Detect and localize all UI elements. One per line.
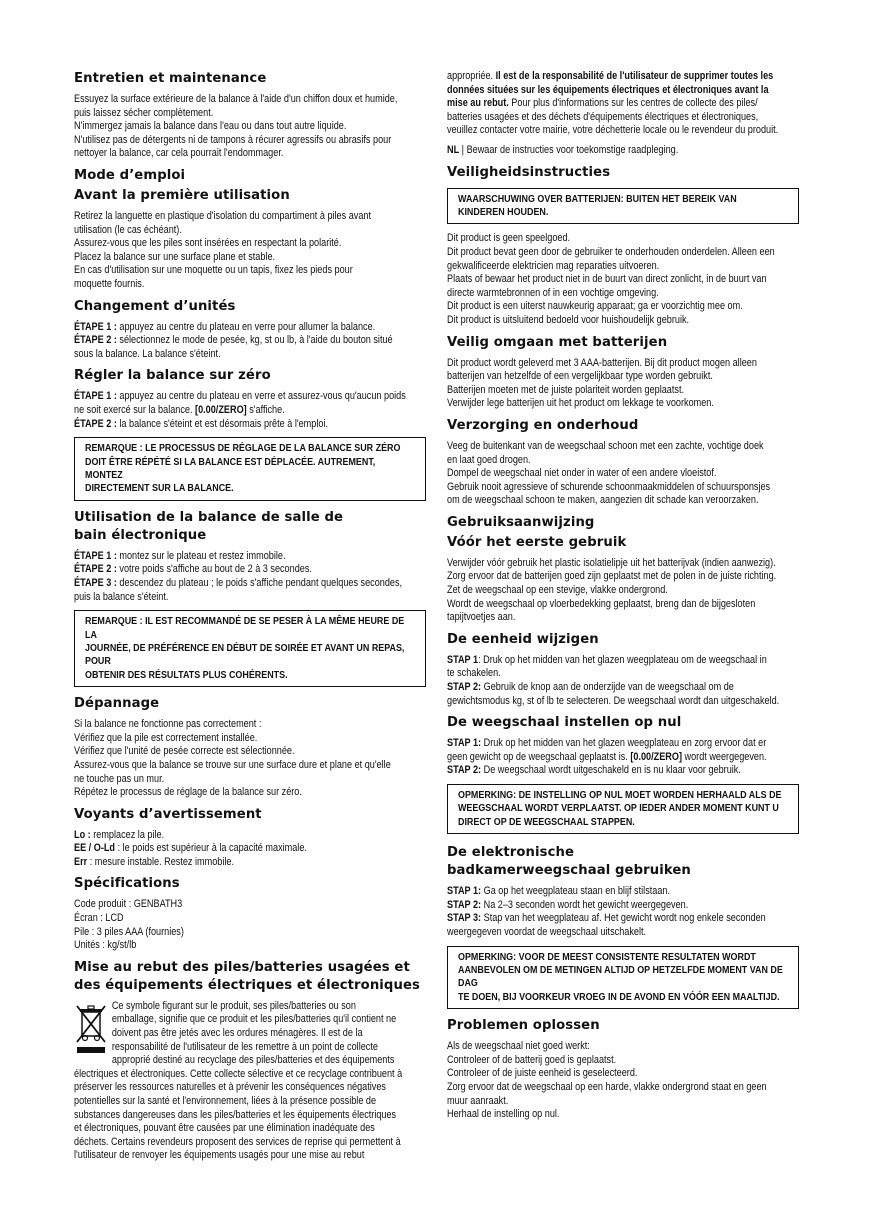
- section-title-veilig: Veiligheidsinstructies: [447, 164, 611, 180]
- text-line: Zet de weegschaal op een stevige, vlakke ondergrond.: [447, 584, 668, 597]
- weee-block: [74, 1000, 426, 1068]
- text-line: Zorg ervoor dat de batterijen goed zijn geplaatst met de polen in de juiste richting.: [447, 570, 777, 583]
- step-text: Na 2–3 seconden wordt het gewicht weergegeven.: [481, 898, 689, 911]
- zero-code: [0.00/ZERO]: [195, 403, 247, 416]
- nl-intro: [447, 144, 798, 158]
- section-title-mode: Mode d’emploi: [74, 167, 186, 183]
- warning-line: WAARSCHUWING OVER BATTERIJEN: BUITEN HET BEREIK VAN: [458, 193, 737, 205]
- zero-code: [0.00/ZERO]: [630, 750, 682, 763]
- depannage-text: [74, 718, 425, 800]
- text-line: gekwalificeerde elektricien mag reparaties uitvoeren.: [447, 259, 660, 272]
- text-line: weergegeven voordat de weegschaal uitschakelt.: [447, 926, 647, 938]
- step-label: STAP 2:: [447, 681, 482, 694]
- specs-text: [74, 898, 425, 952]
- text-line: doivent pas être jetés avec les ordures ménagères. Il est de la: [111, 1027, 363, 1040]
- bold-span: données situées sur les équipements électriques et électroniques avant la: [447, 83, 769, 96]
- step-text: Druk op het midden van het glazen weegplateau en zorg ervoor dat er: [481, 737, 767, 750]
- language-code: NL: [447, 143, 460, 156]
- utilisation-text: [74, 550, 425, 604]
- warning-line: KINDEREN HOUDEN.: [458, 206, 549, 218]
- eerste-text: [447, 557, 798, 625]
- text-line: Essuyez la surface extérieure de la balance à l'aide d'un chiffon doux et humide,: [74, 93, 398, 105]
- french-column: [74, 70, 426, 1169]
- text-line: Placez la balance sur une surface plane et stable.: [74, 250, 276, 263]
- bold-span: mise au rebut.: [447, 97, 509, 110]
- note-box-utilisation: [74, 610, 426, 687]
- text-line: tapijtvoetjes aan.: [447, 611, 516, 624]
- step-label: ÉTAPE 2 :: [74, 563, 117, 576]
- step-label: ÉTAPE 2 :: [74, 334, 117, 347]
- section-title-weee: [74, 959, 426, 995]
- text-line: muur aanraakt.: [447, 1094, 509, 1107]
- spec-line: Écran : LCD: [74, 912, 124, 925]
- section-title-elektronisch: [447, 844, 799, 880]
- note-line: OPMERKING: DE INSTELLING OP NUL MOET WORDEN HERHAALD ALS DE: [458, 790, 782, 801]
- text-line: emballage, signifie que ce produit et les piles/batteries qu'il contient ne: [111, 1013, 397, 1026]
- note-line: REMARQUE : LE PROCESSUS DE RÉGLAGE DE LA BALANCE SUR ZÉRO: [85, 443, 401, 455]
- text-line: Vérifiez que la pile est correctement installée.: [74, 731, 258, 744]
- step-text: sélectionnez le mode de pesée, kg, st ou lb, à l'aide du bouton situé: [116, 334, 393, 347]
- text-line: Dit product is een uiterst nauwkeurig apparaat; ga er voorzichtig mee om.: [447, 300, 743, 313]
- step-label: STAP 1:: [447, 737, 482, 750]
- title-line: des équipements électriques et électroniques: [74, 977, 420, 993]
- elektronisch-text: [447, 885, 798, 939]
- step-label: ÉTAPE 1 :: [74, 549, 117, 562]
- step-label: STAP 2:: [447, 764, 482, 777]
- spec-line: Unités : kg/st/lb: [74, 939, 137, 952]
- note-line: JOURNÉE, DE PRÉFÉRENCE EN DÉBUT DE SOIRÉE ET AVANT UN REPAS, POUR: [85, 642, 405, 668]
- text-line: responsabilité de l'utilisateur de les remettre à un point de collecte: [111, 1040, 378, 1053]
- step-text: s'affiche.: [246, 403, 285, 416]
- text-line: gewichtsmodus kg, st of lb te selecteren. De weegschaal wordt dan uitgeschakeld.: [447, 694, 780, 707]
- text-line: sous la balance. La balance s'éteint.: [74, 347, 221, 360]
- voyants-text: [74, 829, 425, 870]
- text-line: Controleer of de batterij goed is geplaatst.: [447, 1053, 617, 1066]
- warning-box: [447, 188, 799, 225]
- step-text: descendez du plateau ; le poids s'affiche pendant quelques secondes,: [116, 576, 403, 589]
- text-line: Herhaal de instelling op nul.: [447, 1108, 560, 1121]
- section-title-eerste: Vóór het eerste gebruik: [447, 534, 627, 550]
- indicator-label: Lo :: [74, 828, 91, 841]
- step-text: wordt weergegeven.: [681, 750, 767, 763]
- text-line: Dit product wordt geleverd met 3 AAA-batterijen. Bij dit product mogen alleen: [447, 356, 757, 369]
- step-text: Ga op het weegplateau staan en blijf stilstaan.: [481, 885, 671, 898]
- text-line: Als de weegschaal niet goed werkt:: [447, 1040, 590, 1053]
- note-line: DIRECT OP DE WEEGSCHAAL STAPPEN.: [458, 816, 635, 828]
- section-title-premiere: Avant la première utilisation: [74, 187, 290, 203]
- note-box-zero: [74, 437, 426, 501]
- text-line: Veeg de buitenkant van de weegschaal schoon met een zachte, vochtige doek: [447, 439, 764, 452]
- section-title-voyants: Voyants d’avertissement: [74, 806, 262, 822]
- title-line: bain électronique: [74, 527, 207, 543]
- step-text: : Druk op het midden van het glazen weegplateau om de weegschaal in: [478, 653, 767, 666]
- title-line: badkamerweegschaal gebruiken: [447, 863, 691, 879]
- note-line: DIRECTEMENT SUR LA BALANCE.: [85, 483, 234, 495]
- premiere-text: [74, 210, 425, 292]
- problemen-text: [447, 1040, 798, 1122]
- bold-span: Il est de la responsabilité de l'utilisateur de supprimer toutes les: [495, 70, 774, 82]
- text-line: Gebruik nooit agressieve of schurende schoonmaakmiddelen of schuursponsjes: [447, 480, 771, 493]
- text-line: Si la balance ne fonctionne pas correctement :: [74, 718, 262, 731]
- note-line: TE DOEN, BIJ VOORKEUR VROEG IN DE AVOND EN VÓÓR EEN MAALTIJD.: [458, 991, 780, 1003]
- text-line: veuillez contacter votre mairie, votre déchetterie locale ou le revendeur du produit.: [447, 124, 779, 137]
- text-line: N'utilisez pas de détergents ni de tampons à récurer agressifs ou abrasifs pour: [74, 133, 392, 146]
- title-line: Mise au rebut des piles/batteries usagées et: [74, 959, 410, 975]
- text-line: Dit product is geen speelgoed.: [447, 232, 571, 245]
- note-box-elektronisch: [447, 946, 799, 1010]
- step-label: STAP 2:: [447, 898, 482, 911]
- note-line: WEEGSCHAAL WORDT VERPLAATST. OP IEDER ANDER MOMENT KUNT U: [458, 803, 779, 815]
- dutch-column: [447, 70, 799, 1128]
- section-title-eenheid: De eenheid wijzigen: [447, 631, 599, 647]
- section-title-entretien: Entretien et maintenance: [74, 71, 267, 86]
- indicator-label: Err: [74, 855, 88, 868]
- text-line: potentielles sur la santé et l'environnement, liées à la présence possible de: [74, 1095, 377, 1107]
- note-line: OBTENIR DES RÉSULTATS PLUS COHÉRENTS.: [85, 669, 288, 681]
- indicator-label: EE / O-Ld: [74, 842, 115, 855]
- unites-text: [74, 321, 425, 362]
- text-line: Batterijen moeten met de juiste polariteit worden geplaatst.: [447, 383, 685, 396]
- text-line: Verwijder lege batterijen uit het product om lekkage te voorkomen.: [447, 397, 714, 410]
- text-line: électriques et électroniques. Cette collecte sélective et ce recyclage contribuent à: [74, 1067, 403, 1080]
- section-title-unites: Changement d’unités: [74, 298, 236, 314]
- step-text: Stap van het weegplateau af. Het gewicht wordt nog enkele seconden: [481, 912, 766, 925]
- step-label: ÉTAPE 3 :: [74, 576, 117, 589]
- text-line: moquette fournis.: [74, 277, 145, 290]
- text-line: Assurez-vous que les piles sont insérées en respectant la polarité.: [74, 237, 342, 250]
- weee-indent-text: [74, 1000, 425, 1068]
- indicator-text: : mesure instable. Restez immobile.: [87, 855, 235, 868]
- step-label: ÉTAPE 1 :: [74, 390, 117, 403]
- spec-line: Pile : 3 piles AAA (fournies): [74, 925, 184, 938]
- nul-text: [447, 737, 798, 778]
- note-line: DOIT ÊTRE RÉPÉTÉ SI LA BALANCE EST DÉPLACÉE. AUTREMENT, MONTEZ: [85, 456, 376, 481]
- section-title-verzorging: Verzorging en onderhoud: [447, 417, 639, 433]
- text-line: nettoyer la balance, car cela pourrait l'endommager.: [74, 147, 284, 160]
- section-title-problemen: Problemen oplossen: [447, 1018, 600, 1034]
- text-span: appropriée.: [447, 70, 496, 82]
- text-line: Vérifiez que l'unité de pesée correcte est sélectionnée.: [74, 745, 295, 758]
- step-text: la balance s'éteint et est désormais prête à l'emploi.: [116, 417, 328, 430]
- text-line: Zorg ervoor dat de weegschaal op een harde, vlakke ondergrond staat en geen: [447, 1081, 767, 1093]
- step-label: STAP 3:: [447, 912, 482, 925]
- title-line: Utilisation de la balance de salle de: [74, 509, 344, 525]
- section-title-depannage: Dépannage: [74, 696, 160, 712]
- note-line: OPMERKING: VOOR DE MEEST CONSISTENTE RESULTATEN WORDT: [458, 951, 756, 963]
- text-line: en laat goed drogen.: [447, 453, 531, 466]
- text-line: et électroniques, pouvant être causées par une élimination inadéquate des: [74, 1122, 375, 1135]
- text-line: Répétez le processus de réglage de la balance sur zéro.: [74, 786, 302, 799]
- section-title-utilisation: [74, 509, 426, 545]
- step-label: STAP 1: [447, 653, 479, 666]
- text-line: l'utilisateur de renvoyer les équipements usagés pour une mise au rebut: [74, 1149, 365, 1162]
- text-line: te schakelen.: [447, 667, 501, 680]
- step-label: ÉTAPE 2 :: [74, 417, 117, 430]
- step-text: montez sur le plateau et restez immobile.: [116, 549, 286, 562]
- step-text: Gebruik de knop aan de onderzijde van de weegschaal om de: [481, 681, 734, 694]
- section-title-zero: Régler la balance sur zéro: [74, 368, 271, 384]
- note-line: REMARQUE : IL EST RECOMMANDÉ DE SE PESER À LA MÊME HEURE DE LA: [85, 616, 405, 641]
- veilig-text: [447, 232, 798, 327]
- text-line: approprié destiné au recyclage des piles/batteries et des équipements: [111, 1054, 395, 1067]
- note-box-nul: [447, 784, 799, 834]
- text-line: déchets. Certains revendeurs proposent des services de reprise qui permettent à: [74, 1135, 401, 1148]
- text-line: ne touche pas un mur.: [74, 772, 165, 785]
- batterijen-text: [447, 357, 798, 411]
- text-line: En cas d'utilisation sur une moquette ou un tapis, fixez les pieds pour: [74, 264, 353, 277]
- weee-text: [74, 1068, 425, 1163]
- text-line: puis la balance s'éteint.: [74, 590, 169, 603]
- section-title-specs: Spécifications: [74, 876, 180, 892]
- text-line: Dompel de weegschaal niet onder in water of een andere vloeistof.: [447, 467, 717, 480]
- eenheid-text: [447, 654, 798, 708]
- step-text: appuyez au centre du plateau en verre et assurez-vous qu'aucun poids: [116, 390, 406, 403]
- step-text: geen gewicht op de weegschaal geplaatst is.: [447, 750, 631, 763]
- text-line: Dit product is uitsluitend bedoeld voor huishoudelijk gebruik.: [447, 313, 690, 326]
- text-line: Ce symbole figurant sur le produit, ses piles/batteries ou son: [111, 999, 356, 1012]
- text-line: Controleer of de juiste eenheid is geselecteerd.: [447, 1067, 638, 1080]
- section-title-nul: De weegschaal instellen op nul: [447, 715, 682, 731]
- indicator-text: remplacez la pile.: [90, 828, 165, 841]
- intro-text: | Bewaar de instructies voor toekomstige raadpleging.: [459, 143, 679, 156]
- section-title-batterijen: Veilig omgaan met batterijen: [447, 334, 668, 350]
- text-line: puis laissez sécher complètement.: [74, 106, 214, 119]
- text-line: Verwijder vóór gebruik het plastic isolatielipje uit het batterijvak (indien aanwezig).: [447, 556, 776, 569]
- text-line: utilisation (le cas échéant).: [74, 223, 182, 236]
- text-line: directe warmtebronnen of in een vochtige omgeving.: [447, 286, 659, 299]
- weee-continuation: [447, 70, 798, 138]
- step-text: ne soit exercé sur la balance.: [74, 403, 196, 416]
- step-text: De weegschaal wordt uitgeschakeld en is nu klaar voor gebruik.: [481, 764, 741, 777]
- text-line: Dit product bevat geen door de gebruiker te onderhouden onderdelen. Alleen een: [447, 245, 775, 258]
- text-line: batteries usagées et des déchets d'équipements électriques et électroniques,: [447, 110, 759, 123]
- text-span: Pour plus d'informations sur les centres de collecte des piles/: [508, 97, 758, 110]
- spec-line: Code produit : GENBATH3: [74, 898, 183, 911]
- text-line: substances dangereuses dans les piles/batteries et les équipements électriques: [74, 1108, 397, 1121]
- verzorging-text: [447, 440, 798, 508]
- text-line: Wordt de weegschaal op vloerbedekking geplaatst, breng dan de bijgesloten: [447, 597, 756, 610]
- indicator-text: : le poids est supérieur à la capacité maximale.: [114, 842, 307, 855]
- text-line: préserver les ressources naturelles et à prévenir les conséquences négatives: [74, 1081, 386, 1094]
- title-line: De elektronische: [447, 845, 575, 861]
- zero-text: [74, 390, 425, 431]
- step-label: ÉTAPE 1 :: [74, 320, 117, 333]
- text-line: batterijen van hetzelfde of een vergelijkbaar type worden gebruikt.: [447, 370, 713, 383]
- note-line: AANBEVOLEN OM DE METINGEN ALTIJD OP HETZELFDE MOMENT VAN DE DAG: [458, 965, 783, 990]
- text-line: Plaats of bewaar het product niet in de buurt van direct zonlicht, in de buurt van: [447, 273, 767, 286]
- text-line: Assurez-vous que la balance se trouve sur une surface dure et plane et qu'elle: [74, 758, 391, 771]
- step-label: STAP 1:: [447, 885, 482, 898]
- text-line: Retirez la languette en plastique d'isolation du compartiment à piles avant: [74, 209, 372, 222]
- text-line: om de weegschaal schoon te maken, aangezien dit schade kan veroorzaken.: [447, 494, 759, 507]
- entretien-text: [74, 93, 425, 161]
- step-text: appuyez au centre du plateau en verre pour allumer la balance.: [116, 320, 376, 333]
- section-title-gebruik: Gebruiksaanwijzing: [447, 514, 595, 530]
- text-line: N'immergez jamais la balance dans l'eau ou dans tout autre liquide.: [74, 120, 347, 133]
- step-text: votre poids s'affiche au bout de 2 à 3 secondes.: [116, 563, 312, 576]
